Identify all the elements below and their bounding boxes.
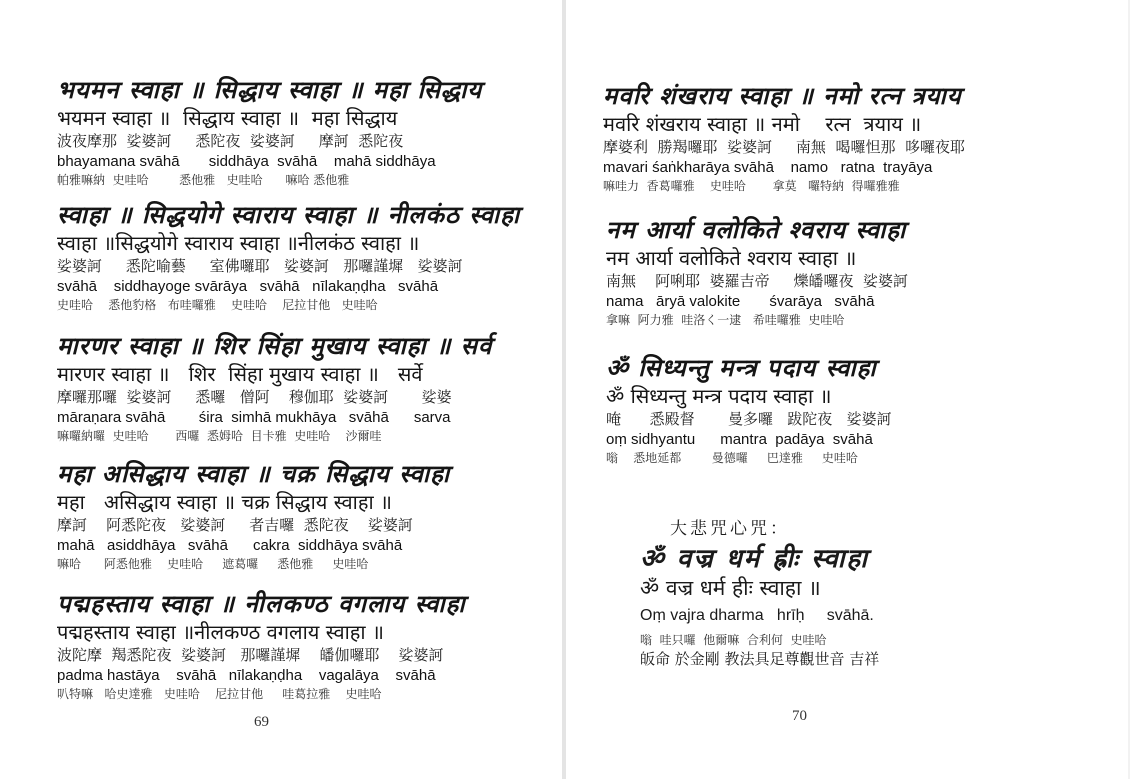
mantra-block (640, 546, 879, 674)
phonetic-line: 嘛哈 阿悉他雅 史哇哈 遮葛囉 悉他雅 史哇哈 (57, 557, 369, 571)
phonetic-line: 嗡 哇只囉 他爾嘛 合利何 史哇哈 (640, 633, 827, 647)
siddham-line: मवरि शंखराय स्वाहा ॥ नमो रत्न त्रयाय (603, 81, 962, 110)
hanzi-line: 波夜摩那 娑婆訶 悉陀夜 娑婆訶 摩訶 悉陀夜 (57, 132, 404, 150)
verse-block (57, 75, 483, 192)
dedication-line: 皈命 於金剛 教法具足尊觀世音 吉祥 (640, 650, 880, 668)
siddham-line: ॐ वज्र धर्म ह्रीः स्वाहा (640, 544, 869, 574)
devanagari-line: स्वाहा ॥सिद्धयोगे स्वाराय स्वाहा ॥नीलकंठ स्वाहा ॥ (57, 231, 420, 255)
devanagari-line: नम आर्या वलोकिते श्वराय स्वाहा ॥ (606, 246, 857, 270)
hanzi-line: 娑婆訶 悉陀喻藝 室佛囉耶 娑婆訶 那囉謹墀 娑婆訶 (57, 257, 463, 275)
hanzi-line: 南無 阿唎耶 婆羅吉帝 爍皤囉夜 娑婆訶 (606, 272, 908, 290)
roman-line: nama āryā valokite śvarāya svāhā (606, 293, 875, 310)
devanagari-line: ॐ सिध्यन्तु मन्त्र पदाय स्वाहा ॥ (606, 384, 832, 408)
roman-line: oṃ sidhyantu mantra padāya svāhā (606, 431, 873, 448)
verse-block (57, 200, 521, 317)
siddham-line: भयमन स्वाहा ॥ सिद्धाय स्वाहा ॥ महा सिद्धाय (57, 75, 483, 104)
phonetic-line: 拿嘛 阿力雅 哇洛く一逮 希哇囉雅 史哇哈 (606, 313, 845, 327)
devanagari-line: महा असिद्धाय स्वाहा ॥ चक्र सिद्धाय स्वाहा ॥ (57, 490, 392, 514)
section-heading: 大悲咒心咒： (670, 519, 790, 539)
page-number: 70 (792, 708, 807, 724)
roman-line: svāhā siddhayoge svārāya svāhā nīlakaṇḍha svāhā (57, 278, 439, 295)
siddham-line: ॐ सिध्यन्तु मन्त्र पदाय स्वाहा (606, 353, 877, 382)
phonetic-line: 叭特嘛 哈史達雅 史哇哈 尼拉甘他 哇葛拉雅 史哇哈 (57, 687, 382, 701)
siddham-line: स्वाहा ॥ सिद्धयोगे स्वाराय स्वाहा ॥ नीलकंठ स्वाहा (57, 200, 521, 229)
roman-line: bhayamana svāhā siddhāya svāhā mahā siddhāya (57, 153, 436, 170)
roman-line: mahā asiddhāya svāhā cakra siddhāya svāhā (57, 537, 403, 554)
roman-line: padma hastāya svāhā nīlakaṇḍha vagalāya svāhā (57, 667, 436, 684)
page-number: 69 (254, 714, 269, 730)
devanagari-line: मवरि शंखराय स्वाहा ॥ नमो रत्न त्रयाय ॥ (603, 112, 922, 136)
hanzi-line: 波陀摩 羯悉陀夜 娑婆訶 那囉謹墀 皤伽囉耶 娑婆訶 (57, 646, 444, 664)
verse-block (57, 589, 466, 706)
hanzi-line: 摩訶 阿悉陀夜 娑婆訶 者吉囉 悉陀夜 娑婆訶 (57, 516, 413, 534)
devanagari-line: पद्महस्ताय स्वाहा ॥नीलकण्ठ वगलाय स्वाहा ॥ (57, 620, 384, 644)
phonetic-line: 嗡 悉地延都 曼德囉 巴達雅 史哇哈 (606, 451, 858, 465)
siddham-line: नम आर्या वलोकिते श्वराय स्वाहा (606, 215, 907, 244)
roman-line: Oṃ vajra dharma hrīḥ svāhā. (640, 607, 874, 624)
hanzi-line: 唵 悉殿督 曼多囉 跋陀夜 娑婆訶 (606, 410, 892, 428)
phonetic-line: 帕雅嘛納 史哇哈 悉他雅 史哇哈 嘛哈 悉他雅 (57, 173, 350, 187)
siddham-line: महा असिद्धाय स्वाहा ॥ चक्र सिद्धाय स्वाहा (57, 459, 451, 488)
phonetic-line: 嘛囉納囉 史哇哈 西囉 悉姆哈 目卡雅 史哇哈 沙爾哇 (57, 429, 382, 443)
phonetic-line: 嘛哇力 香葛囉雅 史哇哈 拿莫 囉特納 得囉雅雅 (603, 179, 900, 193)
hanzi-line: 摩囉那囉 娑婆訶 悉囉 僧阿 穆伽耶 娑婆訶 娑婆 (57, 388, 452, 406)
right-page (566, 0, 1128, 779)
devanagari-line: मारणर स्वाहा ॥ शिर सिंहा मुखाय स्वाहा ॥ सर्वे (57, 362, 423, 386)
verse-block (57, 459, 451, 576)
phonetic-line: 史哇哈 悉他豹格 布哇囉雅 史哇哈 尼拉甘他 史哇哈 (57, 298, 378, 312)
verse-block (606, 353, 892, 470)
devanagari-line: भयमन स्वाहा ॥ सिद्धाय स्वाहा ॥ महा सिद्धाय (57, 106, 398, 130)
verse-block (57, 331, 493, 448)
siddham-line: पद्महस्ताय स्वाहा ॥ नीलकण्ठ वगलाय स्वाहा (57, 589, 466, 618)
left-page (0, 0, 562, 779)
roman-line: māraṇara svāhā śira simhā mukhāya svāhā sarva (57, 409, 451, 426)
verse-block (603, 81, 965, 198)
siddham-line: मारणर स्वाहा ॥ शिर सिंहा मुखाय स्वाहा ॥ सर्व (57, 331, 493, 360)
roman-line: mavari śaṅkharāya svāhā namo ratna trayāya (603, 159, 933, 176)
hanzi-line: 摩婆利 勝羯囉耶 娑婆訶 南無 喝囉怛那 哆囉夜耶 (603, 138, 965, 156)
verse-block (606, 215, 908, 332)
devanagari-line: ॐ वज्र धर्म हीः स्वाहा ॥ (640, 576, 821, 600)
